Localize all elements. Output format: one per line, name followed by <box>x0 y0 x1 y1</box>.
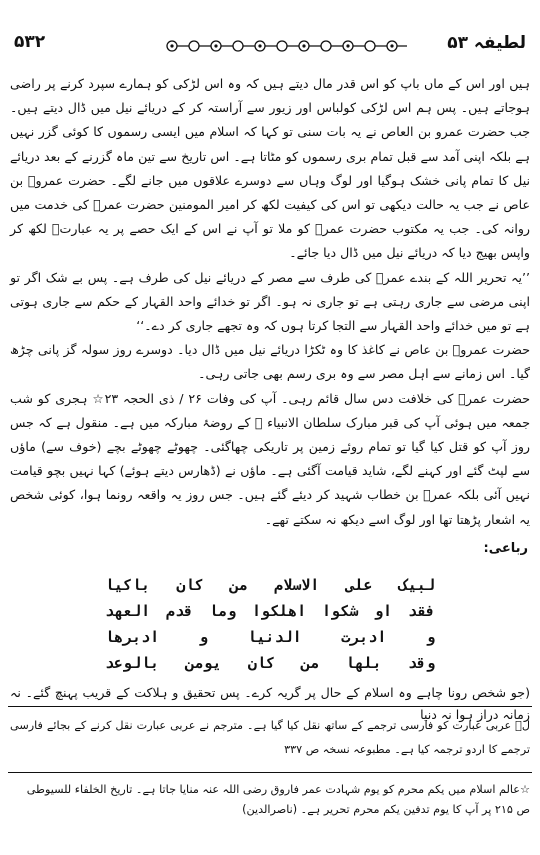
rubai-heading: رباعی: <box>483 541 528 556</box>
footnote-rule-2 <box>8 772 532 773</box>
verse-line: لبیک علی الاسلام من کان باکیا <box>105 576 435 594</box>
page-header <box>14 30 526 60</box>
verse-line: و ادبرت الدنیا و ادبرها <box>105 628 435 646</box>
ornament-divider <box>164 36 409 56</box>
main-text <box>10 72 530 532</box>
verse-line: وقد بلها من کان یومن بالوعد <box>105 654 435 672</box>
running-title: لطیفہ ۵۳ <box>447 33 526 53</box>
paragraph: حضرت عمروؓ بن عاص نے کاغذ کا وہ ٹکڑا دریائے نیل میں ڈال دیا۔ دوسرے روز سولہ گز پانی چڑھ گیا۔ اس زمانے سے اہل مصر سے وہ بری رسم بھی جاتی رہی۔ <box>10 342 530 382</box>
footnote-2: ☆عالم اسلام میں یکم محرم کو یوم شہادت عمر فاروق رضی اللہ عنہ منایا جاتا ہے۔ تاریخ الخلفاء للسیوطی ص ۲۱۵ پر آپ کا یوم تدفین یکم محرم تحریر ہے۔ (ناصرالدین) <box>26 783 530 816</box>
footnote-1: لؔ عربی عبارت کو فارسی ترجمے کے ساتھ نقل کیا گیا ہے۔ مترجم نے عربی عبارت نقل کرنے کے بجائے فارسی ترجمے کا اردو ترجمہ کیا ہے۔ مطبوعہ نسخہ ص ۳۳۷ <box>10 719 530 756</box>
verse-translation: (جو شخص رونا چاہے وہ اسلام کے حال پر گریہ کرے۔ پس تحقیق و ہلاکت کے قریب پہنچ گئے۔ نہ زمانہ دراز ہوا نہ دنیا <box>10 685 530 722</box>
paragraph: حضرت عمرؓ کی خلافت دس سال قائم رہی۔ آپ کی وفات ۲۶ / ذی الحجہ ۲۳☆ ہجری کو شب جمعہ میں ہوئی آپ کی قبر مبارک سلطان الانبیاء ﷺ کے روضۂ مبارکہ میں ہے۔ منقول ہے کہ جس روز آپ کو قتل کیا گیا تو تمام روئے زمین پر تاریکی چھاگئی۔ چھوٹے چھوٹے بچے (خوف سے) ماؤں سے لپٹ گئے اور کہنے لگے، شاید قیامت آگئی ہے۔ ماؤں نے (ڈھارس دیتے ہوئے) کہا نہیں بچو قیامت نہیں آئی بلکہ عمرؓ بن خطاب شہید کر دیئے گئے ہیں۔ جس روز یہ واقعہ رونما ہوا، کوئی شخص یہ اشعار پڑھتا تھا اور لوگ اسے دیکھ نہ سکتے تھے۔ <box>10 390 530 527</box>
paragraph: ہیں اور اس کے ماں باپ کو اس قدر مال دیتے ہیں کہ وہ اس لڑکی کو ہمارے سپرد کرنے پر راضی ہوجاتے ہیں۔ پس ہم اس لڑکی کولباس اور زیور سے آراستہ کر کے دریائے نیل میں ڈال دیتے ہیں۔ جب حضرت عمرو بن العاص نے یہ بات سنی تو کہا کہ اسلام میں ایسی رسموں کا کوئی گزر نہیں ہے بلکہ اپنی آمد سے قبل تمام بری رسموں کو مٹاتا ہے۔ اس تاریخ سے تین ماہ گزرنے کے بعد دریائے نیل کا تمام پانی خشک ہوگیا اور لوگ وہاں سے دوسرے علاقوں میں جانے لگے۔ حضرت عمروؓ بن عاص نے جب یہ حالت دیکھی تو اس کی کیفیت لکھ کر امیر المومنین حضرت عمرؓ کی خدمت میں روانہ کی۔ جب یہ مکتوب حضرت عمرؓ کو ملا تو آپ نے اس کے ایک حصے پر یہ عبارتؔ لکھ کر واپس بھیج دیا کہ دریائے نیل میں ڈال دیا جائے۔ <box>10 76 530 261</box>
footnote-rule <box>8 706 532 707</box>
quoted-letter: ’’یہ تحریر اللہ کے بندے عمرؓ کی طرف سے مصر کے دریائے نیل کی طرف ہے۔ پس بے شک اگر تو اپنی مرضی سے جاری رہتی ہے تو جاری نہ ہو۔ اگر تو خدائے واحد القہار کے حکم سے جاری ہوتی ہے تو میں خدائے واحد القہار سے التجا کرتا ہوں کہ وہ تجھے جاری کر دے۔‘‘ <box>10 269 530 334</box>
arabic-verses <box>105 572 435 676</box>
page-number: ۵۳۲ <box>14 32 46 52</box>
verse-line: فقد او شکوا اهلکوا وما قدم العهد <box>105 602 435 620</box>
